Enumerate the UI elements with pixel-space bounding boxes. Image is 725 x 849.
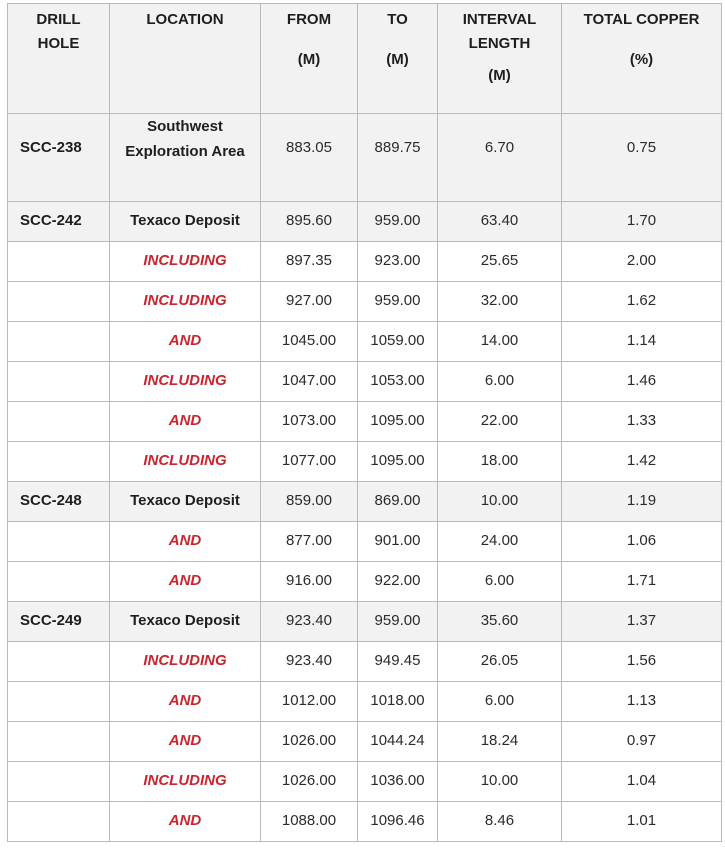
from-cell: 883.05	[261, 114, 358, 202]
to-cell: 923.00	[358, 242, 438, 282]
copper-cell: 1.14	[562, 322, 722, 362]
header-copper-label: TOTAL COPPER	[583, 11, 700, 28]
interval-cell: 22.00	[438, 402, 562, 442]
location-cell: INCLUDING	[110, 762, 261, 802]
copper-cell: 1.71	[562, 562, 722, 602]
drill-hole-cell	[8, 522, 110, 562]
drill-hole-cell	[8, 802, 110, 842]
header-location-label: LOCATION	[146, 11, 224, 28]
to-cell: 1018.00	[358, 682, 438, 722]
drill-hole-cell	[8, 642, 110, 682]
table-row	[8, 114, 722, 202]
drill-hole-cell	[8, 762, 110, 802]
location-cell: INCLUDING	[110, 362, 261, 402]
copper-cell: 1.06	[562, 522, 722, 562]
interval-cell: 26.05	[438, 642, 562, 682]
interval-cell: 14.00	[438, 322, 562, 362]
header-to	[358, 4, 438, 114]
interval-cell: 10.00	[438, 482, 562, 522]
from-cell: 923.40	[261, 602, 358, 642]
header-drill-hole-line2: HOLE	[37, 35, 80, 52]
copper-cell: 1.46	[562, 362, 722, 402]
copper-cell: 1.70	[562, 202, 722, 242]
to-cell: 1053.00	[358, 362, 438, 402]
to-cell: 922.00	[358, 562, 438, 602]
location-cell: INCLUDING	[110, 442, 261, 482]
header-from	[261, 4, 358, 114]
to-cell: 1044.24	[358, 722, 438, 762]
copper-cell: 1.04	[562, 762, 722, 802]
to-cell: 1095.00	[358, 402, 438, 442]
drill-hole-cell	[8, 682, 110, 722]
from-cell: 1088.00	[261, 802, 358, 842]
from-cell: 1026.00	[261, 762, 358, 802]
from-cell: 1045.00	[261, 322, 358, 362]
table-row	[8, 482, 722, 522]
location-cell: AND	[110, 682, 261, 722]
header-copper	[562, 4, 722, 114]
header-drill-hole-line1: DRILL	[36, 11, 81, 28]
to-cell: 959.00	[358, 602, 438, 642]
interval-cell: 32.00	[438, 282, 562, 322]
header-to-label: TO	[387, 11, 408, 28]
location-cell: AND	[110, 562, 261, 602]
drill-results-table	[7, 3, 722, 842]
interval-cell: 6.00	[438, 562, 562, 602]
drill-hole-cell	[8, 282, 110, 322]
from-cell: 923.40	[261, 642, 358, 682]
from-cell: 1047.00	[261, 362, 358, 402]
location-cell: AND	[110, 722, 261, 762]
copper-cell: 1.37	[562, 602, 722, 642]
header-interval-line1: INTERVAL	[462, 11, 537, 28]
table-row	[8, 202, 722, 242]
table-row	[8, 722, 722, 762]
drill-hole-cell: SCC-249	[8, 602, 110, 642]
location-cell: Southwest Exploration Area	[110, 114, 261, 202]
copper-cell: 0.97	[562, 722, 722, 762]
interval-cell: 35.60	[438, 602, 562, 642]
to-cell: 1036.00	[358, 762, 438, 802]
header-from-label: FROM	[286, 11, 332, 28]
location-cell: Texaco Deposit	[110, 602, 261, 642]
location-cell: INCLUDING	[110, 642, 261, 682]
to-cell: 1059.00	[358, 322, 438, 362]
interval-cell: 63.40	[438, 202, 562, 242]
from-cell: 895.60	[261, 202, 358, 242]
copper-cell: 1.56	[562, 642, 722, 682]
to-cell: 959.00	[358, 282, 438, 322]
location-cell: AND	[110, 522, 261, 562]
from-cell: 916.00	[261, 562, 358, 602]
table-row	[8, 762, 722, 802]
to-cell: 869.00	[358, 482, 438, 522]
header-to-unit: (M)	[386, 51, 409, 68]
interval-cell: 8.46	[438, 802, 562, 842]
table-row	[8, 682, 722, 722]
header-copper-unit: (%)	[629, 51, 654, 68]
drill-hole-cell	[8, 722, 110, 762]
to-cell: 1095.00	[358, 442, 438, 482]
table-row	[8, 802, 722, 842]
drill-hole-cell	[8, 362, 110, 402]
to-cell: 889.75	[358, 114, 438, 202]
table-row	[8, 402, 722, 442]
drill-hole-cell	[8, 242, 110, 282]
interval-cell: 24.00	[438, 522, 562, 562]
location-cell: INCLUDING	[110, 242, 261, 282]
table-row	[8, 642, 722, 682]
table-row	[8, 522, 722, 562]
table-row	[8, 282, 722, 322]
header-interval-line2: LENGTH	[468, 35, 531, 52]
copper-cell: 1.19	[562, 482, 722, 522]
interval-cell: 6.00	[438, 362, 562, 402]
copper-cell: 1.42	[562, 442, 722, 482]
interval-cell: 6.00	[438, 682, 562, 722]
drill-hole-cell	[8, 442, 110, 482]
table-row	[8, 322, 722, 362]
copper-cell: 1.01	[562, 802, 722, 842]
header-location	[110, 4, 261, 114]
from-cell: 927.00	[261, 282, 358, 322]
to-cell: 949.45	[358, 642, 438, 682]
drill-hole-cell	[8, 562, 110, 602]
table-row	[8, 602, 722, 642]
copper-cell: 2.00	[562, 242, 722, 282]
header-from-unit: (M)	[297, 51, 321, 68]
header-row	[8, 4, 722, 114]
header-interval-unit: (M)	[488, 67, 511, 84]
interval-cell: 10.00	[438, 762, 562, 802]
copper-cell: 0.75	[562, 114, 722, 202]
drill-hole-cell: SCC-248	[8, 482, 110, 522]
from-cell: 1077.00	[261, 442, 358, 482]
drill-hole-cell	[8, 402, 110, 442]
interval-cell: 25.65	[438, 242, 562, 282]
copper-cell: 1.13	[562, 682, 722, 722]
interval-cell: 18.00	[438, 442, 562, 482]
from-cell: 1012.00	[261, 682, 358, 722]
from-cell: 859.00	[261, 482, 358, 522]
copper-cell: 1.33	[562, 402, 722, 442]
drill-hole-cell: SCC-242	[8, 202, 110, 242]
location-cell: Texaco Deposit	[110, 482, 261, 522]
to-cell: 959.00	[358, 202, 438, 242]
location-cell: INCLUDING	[110, 282, 261, 322]
location-cell: AND	[110, 402, 261, 442]
interval-cell: 6.70	[438, 114, 562, 202]
table-row	[8, 242, 722, 282]
from-cell: 1073.00	[261, 402, 358, 442]
from-cell: 1026.00	[261, 722, 358, 762]
table-row	[8, 562, 722, 602]
table-row	[8, 442, 722, 482]
table-row	[8, 362, 722, 402]
to-cell: 1096.46	[358, 802, 438, 842]
location-cell: AND	[110, 802, 261, 842]
copper-cell: 1.62	[562, 282, 722, 322]
location-cell: Texaco Deposit	[110, 202, 261, 242]
drill-hole-cell	[8, 322, 110, 362]
header-interval	[438, 4, 562, 114]
to-cell: 901.00	[358, 522, 438, 562]
header-drill-hole	[8, 4, 110, 114]
interval-cell: 18.24	[438, 722, 562, 762]
from-cell: 897.35	[261, 242, 358, 282]
location-cell: AND	[110, 322, 261, 362]
drill-hole-cell: SCC-238	[8, 114, 110, 202]
from-cell: 877.00	[261, 522, 358, 562]
